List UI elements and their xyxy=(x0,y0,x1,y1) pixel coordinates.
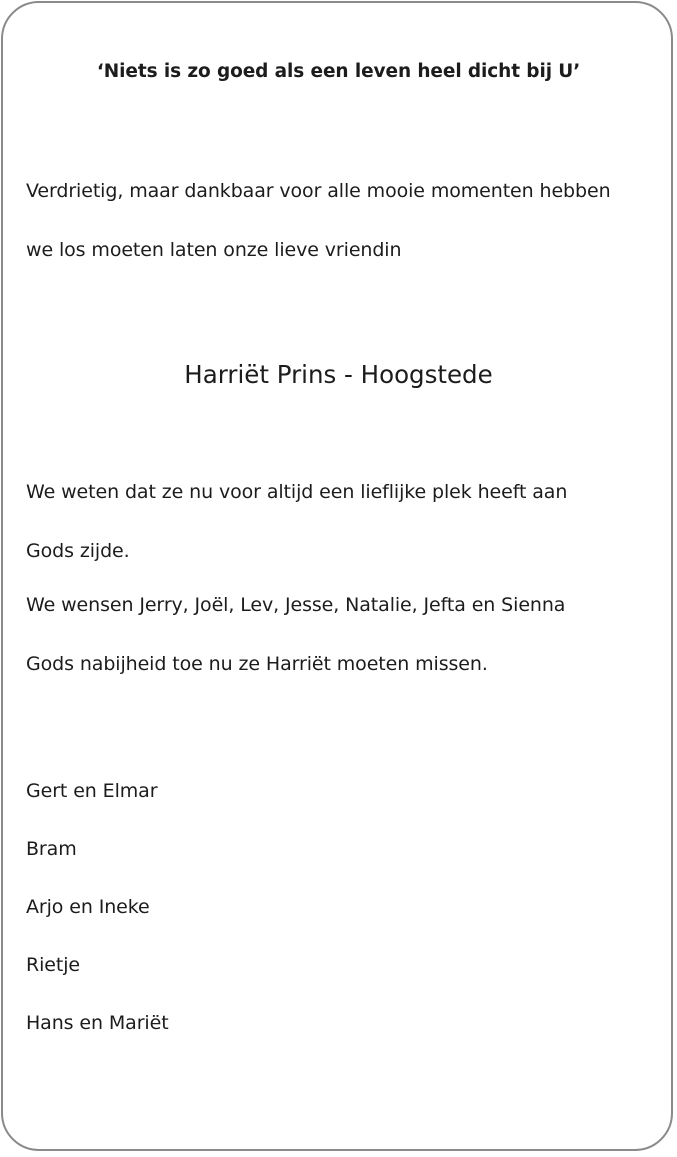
signature-2: Bram xyxy=(26,838,77,860)
message-line-2: Gods zijde. xyxy=(26,540,130,562)
signature-3: Arjo en Ineke xyxy=(26,896,150,918)
intro-line-2: we los moeten laten onze lieve vriendin xyxy=(26,239,402,261)
signature-1: Gert en Elmar xyxy=(26,780,158,802)
condolence-card xyxy=(1,1,673,1151)
deceased-name: Harriët Prins - Hoogstede xyxy=(184,360,493,389)
message-line-1: We weten dat ze nu voor altijd een lieflijke plek heeft aan xyxy=(26,481,568,503)
intro-line-1: Verdrietig, maar dankbaar voor alle mooie momenten hebben xyxy=(26,180,611,202)
message-line-3: We wensen Jerry, Joël, Lev, Jesse, Natalie, Jefta en Sienna xyxy=(26,594,566,616)
card-quote: ‘Niets is zo goed als een leven heel dicht bij U’ xyxy=(96,61,581,82)
signature-5: Hans en Mariët xyxy=(26,1012,169,1034)
message-line-4: Gods nabijheid toe nu ze Harriët moeten missen. xyxy=(26,653,488,675)
signature-4: Rietje xyxy=(26,954,80,976)
